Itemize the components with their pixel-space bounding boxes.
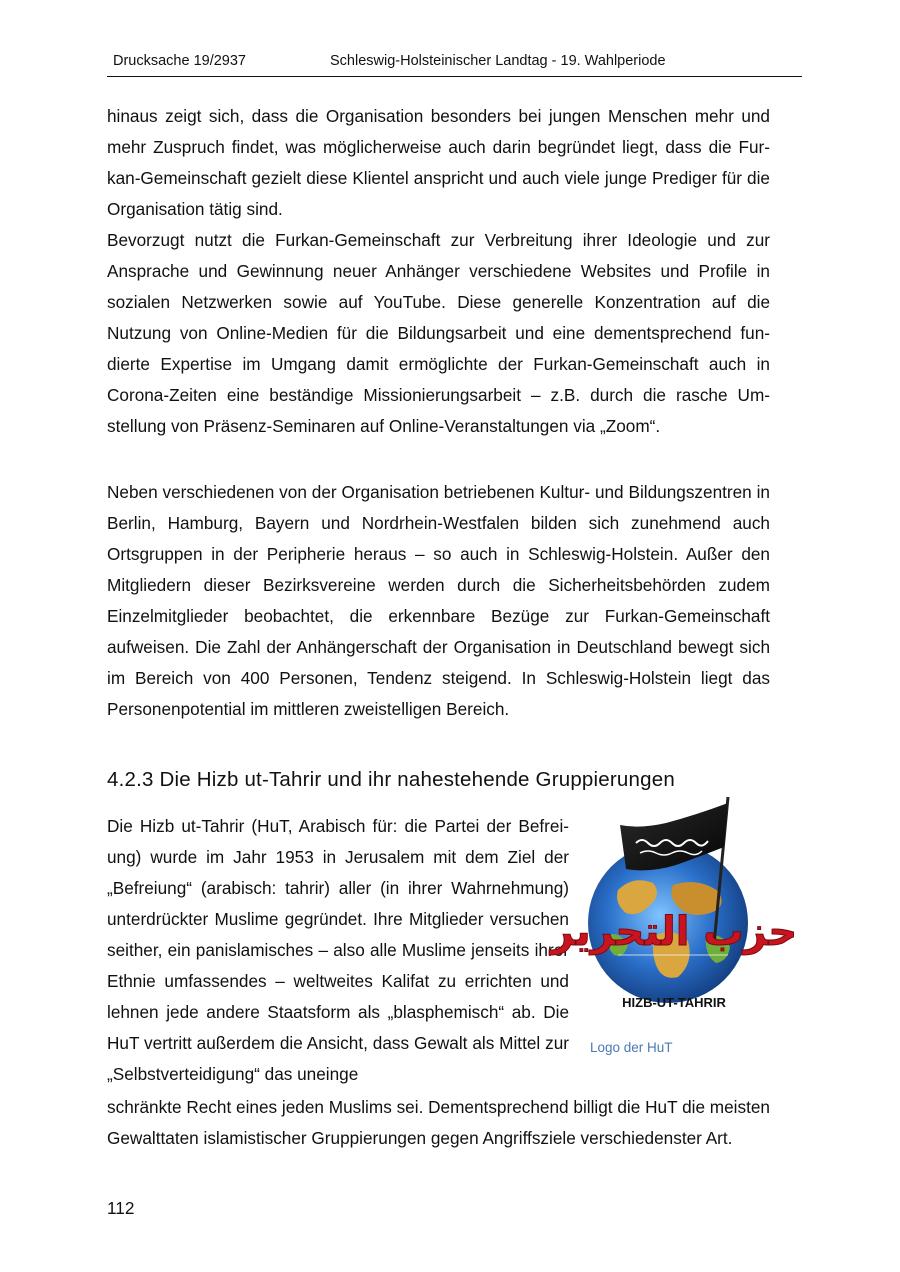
logo-arabic-text: حزب التحرير <box>550 909 798 955</box>
paragraph-hut-violence: schränkte Recht eines jeden Muslims sei. Dementsprechend billigt die HuT die meisten Gewalttaten islamistischer Gruppierungen gegen Angriffsziele verschiedenster Art. <box>107 1097 770 1148</box>
document-number: Drucksache 19/2937 <box>113 53 246 69</box>
page-header <box>107 50 802 77</box>
paragraph-furkan-centers: Neben verschiedenen von der Organisation betriebenen Kultur- und Bildungszentren in Berlin, Hamburg, Bayern und Nordrhein-Westfalen bilden sich zunehmend auch Ortsgruppen in der Peripherie heraus – so auch in Schleswig-Holstein. Außer den Mitgliedern dieser Bezirksvereine werden durch die Sicherheitsbehörden zudem Einzelmitglieder beobachtet, die erkennbare Bezüge zur Furkan-Gemeinschaft aufweisen. Die Zahl der Anhängerschaft der Organisation in Deutschland bewegt sich im Bereich von 400 Personen, Tendenz steigend. In Schleswig-Holstein liegt das Personenpotential im mittleren zweistelligen Bereich. <box>107 482 770 719</box>
paragraph-hut-intro: Die Hizb ut-Tahrir (HuT, Arabisch für: die Partei der Befreiung) wurde im Jahr 1953 in Jerusalem mit dem Ziel der „Befreiung“ (arabisch: tahrir) aller (in ihrer Wahrnehmung) unterdrückter Muslime gegründet. Ihre Mitglieder versuchen seither, ein panislamisches – also alle Muslime jenseits ihrer Ethnie umfassendes – weltweites Kalifat zu errichten und lehnen jede andere Staatsform als „blasphemisch“ ab. Die HuT vertritt außerdem die Ansicht, dass Gewalt als Mittel zur „Selbstverteidigung“ das uneinge <box>107 816 569 1084</box>
logo-label-text: HIZB-UT-TAHRIR <box>622 995 726 1010</box>
page-number: 112 <box>107 1198 135 1218</box>
figure-caption: Logo der HuT <box>590 1040 673 1055</box>
section-heading: 4.2.3 Die Hizb ut-Tahrir und ihr nahestehende Gruppierungen <box>107 768 675 791</box>
hut-logo-figure <box>550 795 798 1015</box>
paragraph-furkan-online: hinaus zeigt sich, dass die Organisation besonders bei jungen Menschen mehr und mehr Zuspruch findet, was möglicherweise auch darin begründet liegt, dass die Furkan-Gemeinschaft gezielt diese Klientel anspricht und auch viele junge Prediger für die Organisation tätig sind. Bevorzugt nutzt die Furkan-Gemeinschaft zur Verbreitung ihrer Ideologie und zur Ansprache und Gewinnung neuer Anhänger verschiedene Websites und Profile in sozialen Netzwerken sowie auf YouTube. Diese generelle Konzentration auf die Nutzung von Online-Medien für die Bildungsarbeit und eine dementsprechend fundierte Expertise im Umgang damit ermöglichte der Furkan-Gemeinschaft auch in Corona-Zeiten eine beständige Missionierungsarbeit – z.B. durch die rasche Umstellung von Präsenz-Seminaren auf Online-Veranstaltungen via „Zoom“. <box>107 106 770 436</box>
hut-logo-icon <box>550 795 798 1015</box>
header-title: Schleswig-Holsteinischer Landtag - 19. Wahlperiode <box>330 53 666 69</box>
